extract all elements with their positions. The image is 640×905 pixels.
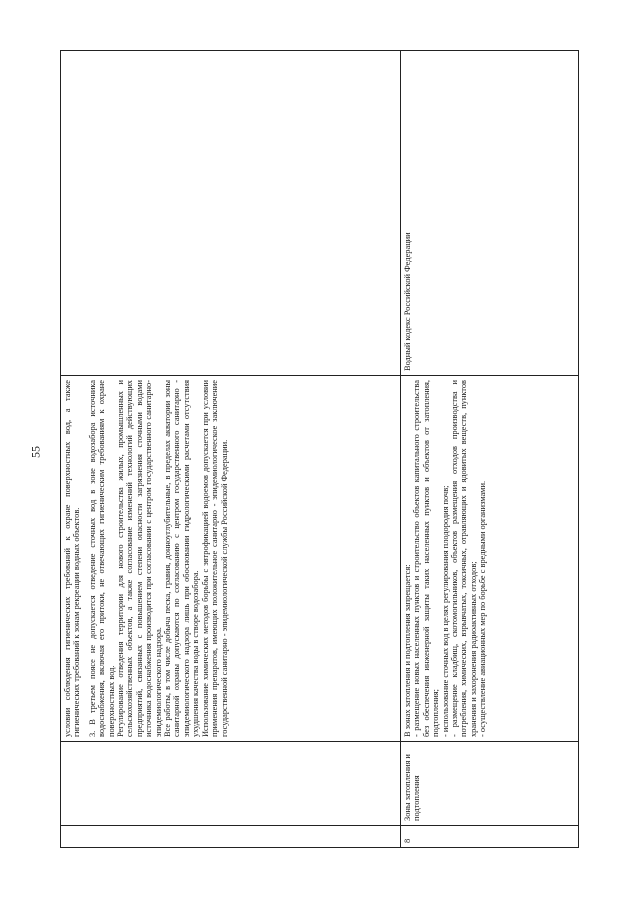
zones-table [60,50,579,848]
requirements-cell [401,376,579,742]
requirement-paragraph: - размещение новых населенных пунктов и строительство объектов капитального строительства без обеспечения инженерной защиты таких населенных пунктов и объектов от затопления, подтопления; [412,380,441,737]
requirement-paragraph: Все работы, в том числе добыча песка, гравия, донноуглубительные, в пределах акватории зоны санитарной охраны допускаются по согласованию с центром государственного санитарно - эпидемиологического надзора лишь при обосновании гидрологическими расчетами отсутствия ухудшения качества воды в створе водозабора. [163,380,201,737]
requirement-paragraph: 3. В третьем поясе не допускается отведение сточных вод в зоне водозабора источника водоснабжения, включая его притоки, не отвечающих гигиеническим требованиям к охране поверхностных вод. [87,380,116,737]
requirement-paragraph: Использование химических методов борьбы с эвтрофикацией водоемов допускается при условии применения препаратов, имеющих положительное санитарно - эпидемиологическое заключение государственной санитарно - эпидемиологической службы Российской Федерации. [200,380,229,737]
row-number-cell [61,826,401,848]
zone-name-cell: Зоны затопления и подтопления [401,742,579,826]
requirement-paragraph: Регулирование отведения территории для нового строительства жилых, промышленных и сельскохозяйственных объектов, а также согласование изменений технологий действующих предприятий, связанных с повышением степени опасности загрязнения сточными водами источника водоснабжения производится при согласовании с центром государственного санитарно-эпидемиологического надзора. [116,380,163,737]
requirement-paragraph: - размещение кладбищ, скотомогильников, объектов размещения отходов производства и потребления, химических, взрывчатых, токсичных, отравляющих и ядовитых веществ, пунктов хранения и захоронения радиоактивных отходов; [450,380,478,737]
table-row [61,51,401,848]
legal-source-cell [61,51,401,376]
page-number: 55 [28,446,43,458]
requirement-paragraph: условии соблюдения гигиенических требований к охране поверхностных вод, а также гигиенических требований к зонам рекреации водных объектов. [63,380,82,737]
requirement-paragraph: - осуществление авиационных мер по борьбе с вредными организмами. [478,480,488,737]
row-number-cell: 8 [401,826,579,848]
rotated-page-content [60,50,578,848]
requirements-cell [61,376,401,742]
zone-name-cell [61,742,401,826]
requirement-paragraph: - использование сточных вод в целях регулирования плодородия почв; [440,485,450,737]
table-row [401,51,579,848]
requirement-paragraph: В зонах затопления и подтопления запрещается: [403,564,412,737]
legal-source-cell: Водный кодекс Российской Федерации [401,51,579,376]
